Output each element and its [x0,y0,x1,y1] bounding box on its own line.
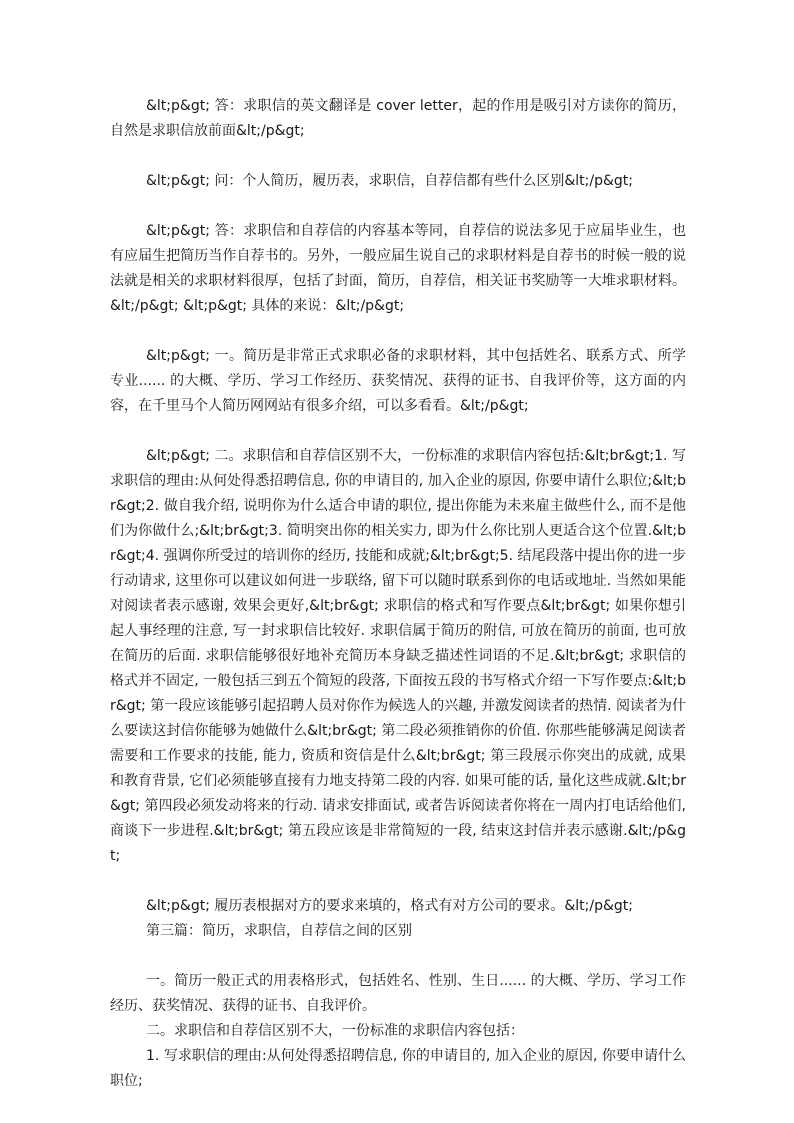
paragraph-answer-self-recommendation: &lt;p&gt; 答：求职信和自荐信的内容基本等同，自荐信的说法多见于应届毕业生，也有应届生把简历当作自荐书的。另外，一般应届生说自己的求职材料是自荐书的时候一般的说法就是相关的求职材料很厚，包括了封面，简历，自荐信，相关证书奖励等一大堆求职材料。&lt;/p&gt; &lt;p&gt; 具体的来说：&lt;/p&gt; [110,223,686,314]
document-page [110,94,686,1094]
section-paragraph-reason: 1. 写求职信的理由:从何处得悉招聘信息, 你的申请目的, 加入企业的原因, 你要申请什么职位; [110,1048,686,1089]
paragraph-resume-form: &lt;p&gt; 履历表根据对方的要求来填的，格式有对方公司的要求。&lt;/p&gt; [146,898,633,914]
paragraph-cover-letter-format: &lt;p&gt; 二。求职信和自荐信区别不大，一份标准的求职信内容包括:&lt;br&gt;1. 写求职信的理由:从何处得悉招聘信息, 你的申请目的, 加入企业的原因, 你要申请什么职位;&lt;br&gt;2. 做自我介绍, 说明你为什么适合申请的职位, 提出你能为未来雇主做些什么, 而不是他们为你做什么;&lt;br&gt;3. 简明突出你的相关实力, 即为什么你比别人更适合这个位置.&lt;br&gt;4. 强调你所受过的培训你的经历, 技能和成就;&lt;br&gt;5. 结尾段落中提出你的进一步行动请求, 这里你可以建议如何进一步联络, 留下可以随时联系到你的电话或地址. 当然如果能对阅读者表示感谢, 效果会更好,&lt;br&gt; 求职信的格式和写作要点&lt;br&gt; 如果你想引起人事经理的注意, 写一封求职信比较好. 求职信属于简历的附信, 可放在简历的前面, 也可放在简历的后面. 求职信能够很好地补充简历本身缺乏描述性词语的不足.&lt;br&gt; 求职信的格式并不固定, 一般包括三到五个简短的段落, 下面按五段的书写格式介绍一下写作要点:&lt;br&gt; 第一段应该能够引起招聘人员对你作为候选人的兴趣, 并激发阅读者的热情. 阅读者为什么要读这封信你能够为她做什么&lt;br&gt; 第二段必须推销你的价值. 你那些能够满足阅读者需要和工作要求的技能, 能力, 资质和资信是什么&lt;br&gt; 第三段展示你突出的成就, 成果和教育背景, 它们必须能够直接有力地支持第二段的内容. 如果可能的话, 量化这些成就.&lt;br&gt; 第四段必须发动将来的行动. 请求安排面试, 或者告诉阅读者你将在一周内打电话给他们, 商谈下一步进程.&lt;br&gt; 第五段应该是非常简短的一段, 结束这封信并表示感谢.&lt;/p&gt; [110,448,687,864]
paragraph-resume-description: &lt;p&gt; 一。简历是非常正式求职必备的求职材料，其中包括姓名、联系方式、所学专业...... 的大概、学历、学习工作经历、获奖情况、获得的证书、自我评价等，这方面的内容，在千里马个人简历网网站有很多介绍，可以多看看。&lt;/p&gt; [110,348,686,414]
paragraph-answer-cover-letter: &lt;p&gt; 答：求职信的英文翻译是 cover letter，起的作用是吸引对方读你的简历，自然是求职信放前面&lt;/p&gt; [110,98,686,139]
section-paragraph-resume: 一。简历一般正式的用表格形式，包括姓名、性别、生日...... 的大概、学历、学习工作经历、获奖情况、获得的证书、自我评价。 [110,973,686,1014]
section-paragraph-cover-letter: 二。求职信和自荐信区别不大，一份标准的求职信内容包括： [146,1023,524,1039]
section-title: 第三篇：简历，求职信，自荐信之间的区别 [146,923,412,939]
paragraph-question-differences: &lt;p&gt; 问：个人简历，履历表，求职信，自荐信都有些什么区别&lt;/p&gt; [146,173,633,189]
